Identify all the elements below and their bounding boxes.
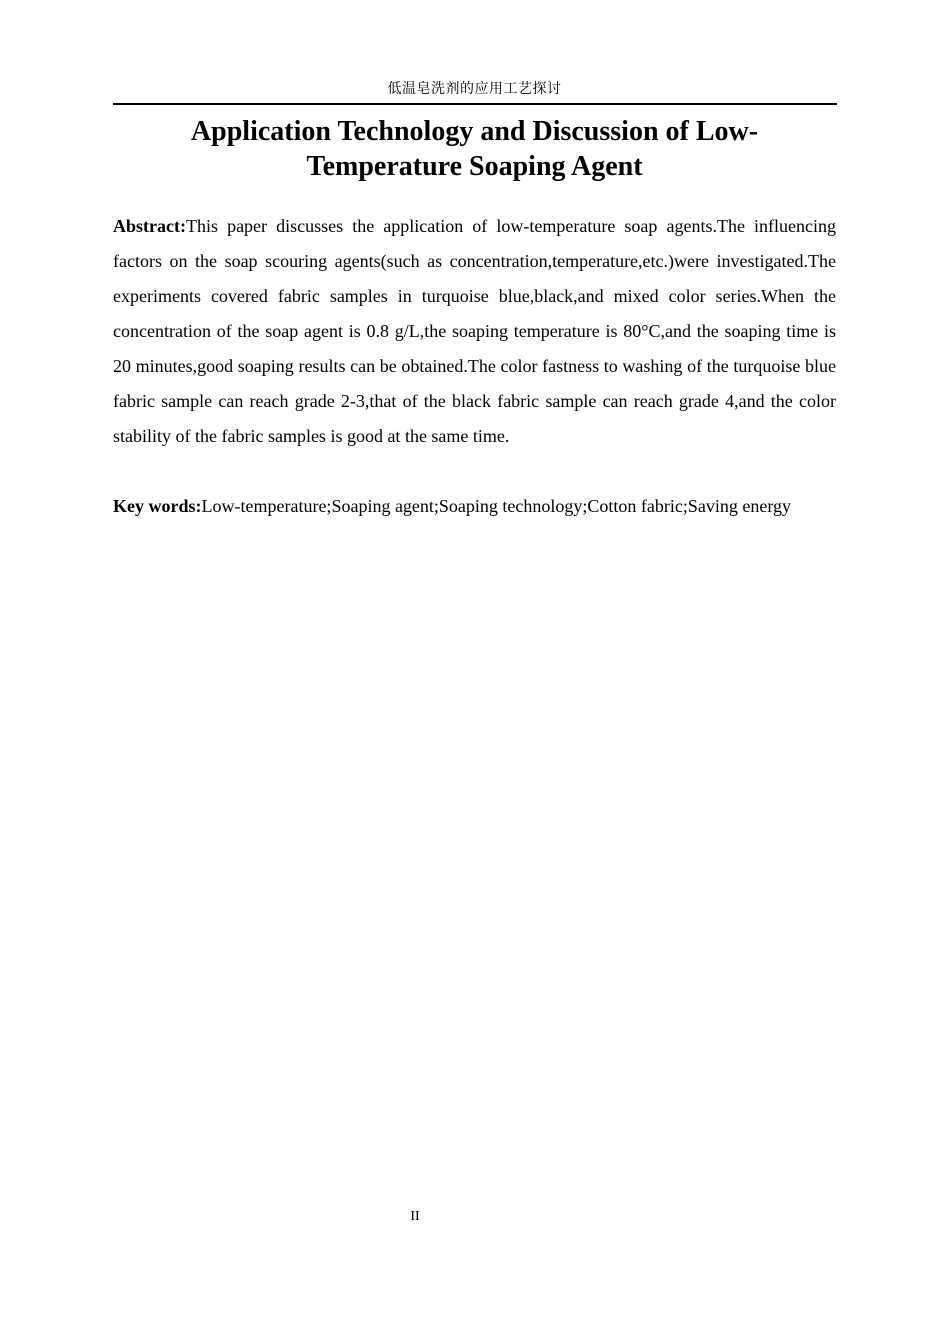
paper-title-line-1: Application Technology and Discussion of Low- bbox=[190, 116, 759, 147]
paper-title bbox=[113, 114, 836, 184]
running-header: 低温皂洗剂的应用工艺探讨 bbox=[387, 81, 562, 97]
page-number: II bbox=[410, 1209, 420, 1224]
abstract-label: Abstract: bbox=[113, 216, 186, 236]
keywords-label: Key words: bbox=[113, 496, 202, 516]
keywords-text: Low-temperature;Soaping agent;Soaping technology;Cotton fabric;Saving energy bbox=[201, 496, 792, 516]
abstract-text: This paper discusses the application of low-temperature soap agents.The influencing factors on the soap scouring agents(such as concentration,temperature,etc.)were investigated.The experiments covered fabric samples in turquoise blue,black,and mixed color series.When the concentration of the soap agent is 0.8 g/L,the soaping temperature is 80°C,and the soaping time is 20 minutes,good soaping results can be obtained.The color fastness to washing of the turquoise blue fabric sample can reach grade 2-3,that of the black fabric sample can reach grade 4,and the color stability of the fabric samples is good at the same time. bbox=[113, 216, 836, 446]
abstract-paragraph bbox=[113, 209, 836, 454]
keywords-paragraph bbox=[113, 489, 843, 524]
paper-title-line-2: Temperature Soaping Agent bbox=[306, 151, 643, 182]
header-rule bbox=[113, 103, 837, 105]
